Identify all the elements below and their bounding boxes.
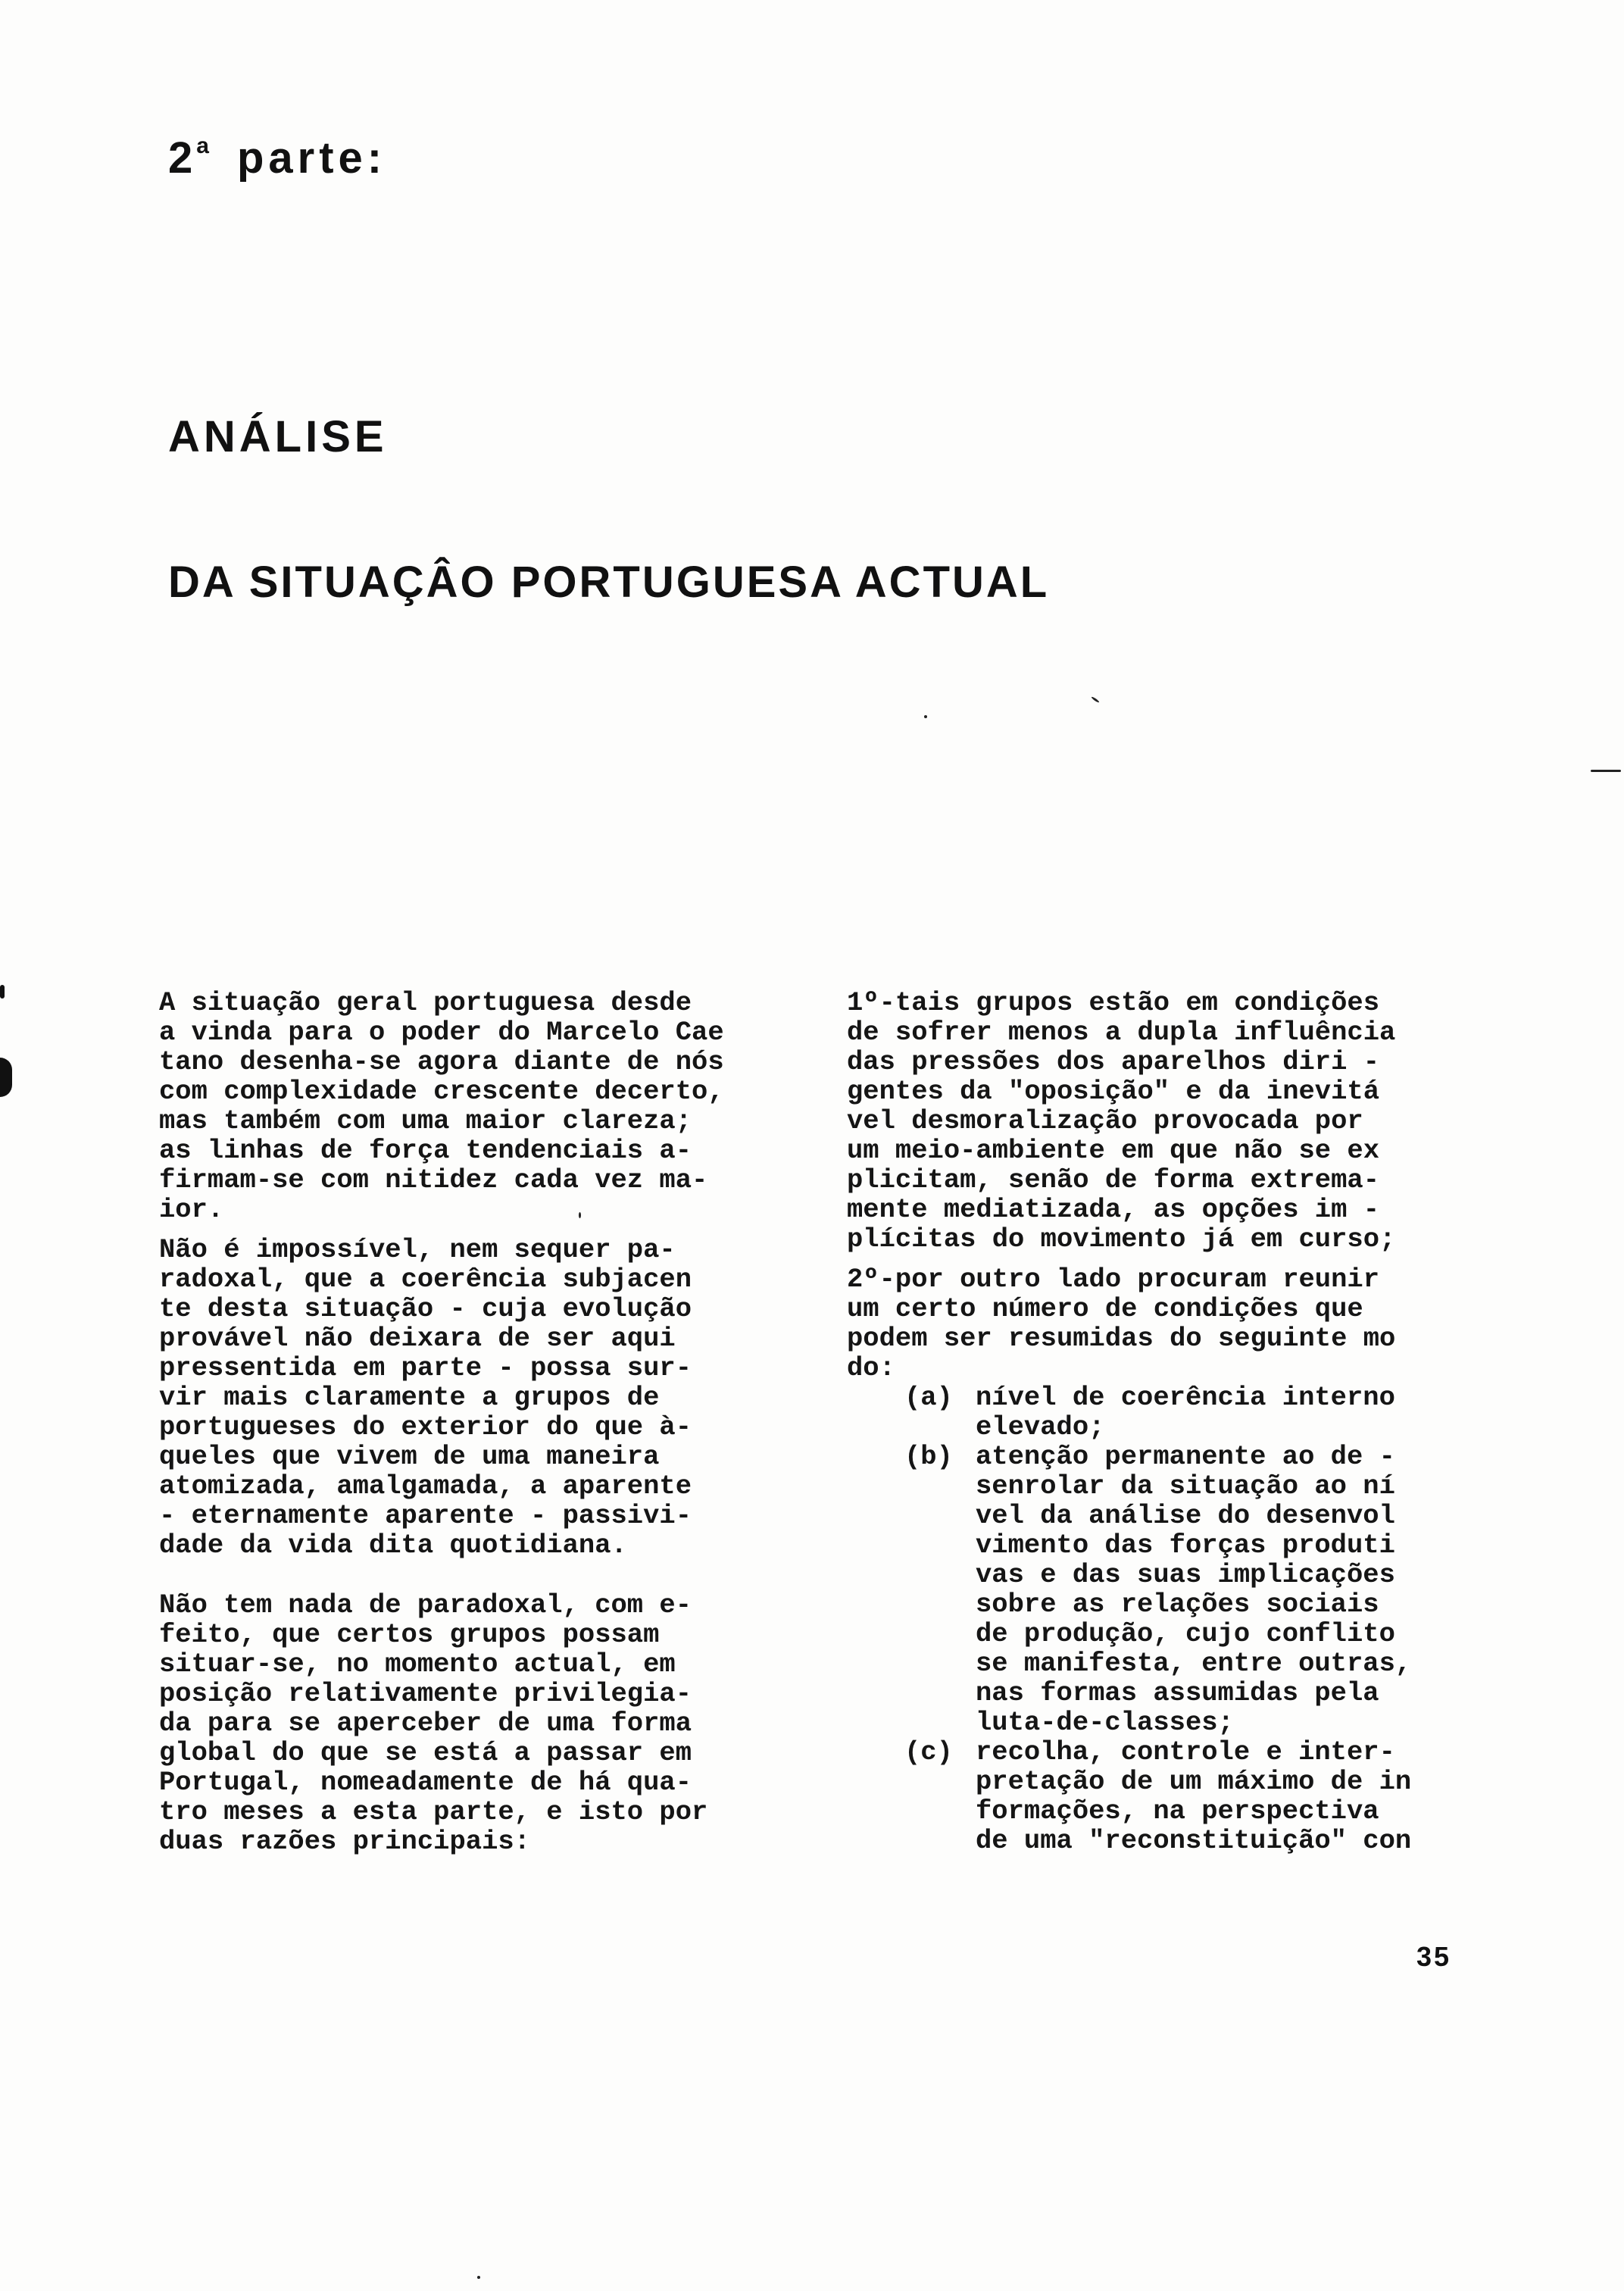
scan-speck xyxy=(924,715,927,718)
text-line: situar-se, no momento actual, em xyxy=(159,1649,676,1680)
text-line: vir mais claramente a grupos de xyxy=(159,1382,660,1413)
part-superscript: a xyxy=(196,133,211,158)
text-line: elevado; xyxy=(976,1411,1105,1442)
text-line: do: xyxy=(847,1352,895,1383)
right-column xyxy=(847,988,1476,1855)
scan-speck xyxy=(1591,770,1621,772)
text-line: posição relativamente privilegia- xyxy=(159,1678,692,1709)
text-line: dade da vida dita quotidiana. xyxy=(159,1530,627,1561)
text-line: senrolar da situação ao ní xyxy=(976,1471,1395,1502)
text-line: - eternamente aparente - passivi- xyxy=(159,1500,692,1531)
text-line: vel da análise do desenvol xyxy=(976,1500,1395,1531)
page-number: 35 xyxy=(1416,1941,1452,1972)
text-line: tano desenha-se agora diante de nós xyxy=(159,1046,724,1077)
text-line: gentes da "oposição" e da inevitá xyxy=(847,1076,1380,1107)
text-line: ior. xyxy=(159,1194,224,1225)
text-line: global do que se está a passar em xyxy=(159,1737,692,1768)
text-line: atenção permanente ao de - xyxy=(976,1441,1395,1472)
text-line: das pressões dos aparelhos diri - xyxy=(847,1046,1380,1077)
text-line: feito, que certos grupos possam xyxy=(159,1619,660,1650)
left-paragraph-3 xyxy=(159,1590,773,1856)
text-line: portugueses do exterior do que à- xyxy=(159,1411,692,1442)
left-column xyxy=(159,988,773,1867)
text-line: plicitam, senão de forma extrema- xyxy=(847,1164,1380,1196)
scan-speck xyxy=(579,1212,581,1218)
text-line: Não tem nada de paradoxal, com e- xyxy=(159,1589,692,1621)
text-line: a vinda para o poder do Marcelo Cae xyxy=(159,1017,724,1048)
scan-speck xyxy=(477,2276,480,2279)
title-line-2: DA SITUAÇÂO PORTUGUESA ACTUAL xyxy=(168,558,1050,607)
text-line: da para se aperceber de uma forma xyxy=(159,1708,692,1739)
text-line: de produção, cujo conflito xyxy=(976,1618,1395,1649)
text-line: um meio-ambiente em que não se ex xyxy=(847,1135,1380,1166)
text-line: sobre as relações sociais xyxy=(976,1589,1379,1620)
text-line: pretação de um máximo de in xyxy=(976,1766,1412,1797)
text-line: recolha, controle e inter- xyxy=(976,1736,1395,1767)
text-line: Não é impossível, nem sequer pa- xyxy=(159,1234,676,1265)
right-paragraph-1 xyxy=(847,988,1476,1254)
part-label: parte: xyxy=(236,133,387,183)
text-line: podem ser resumidas do seguinte mo xyxy=(847,1323,1396,1354)
text-line: formações, na perspectiva xyxy=(976,1796,1379,1827)
scan-speck xyxy=(1091,696,1100,703)
text-line: vel desmoralização provocada por xyxy=(847,1105,1363,1136)
text-line: nas formas assumidas pela xyxy=(976,1677,1379,1708)
text-line: Portugal, nomeadamente de há qua- xyxy=(159,1767,692,1798)
text-line: radoxal, que a coerência subjacen xyxy=(159,1264,692,1295)
text-line: vas e das suas implicações xyxy=(976,1559,1395,1590)
part-heading xyxy=(168,133,387,183)
text-line: com complexidade crescente decerto, xyxy=(159,1076,724,1107)
text-line: A situação geral portuguesa desde xyxy=(159,987,692,1018)
text-line: mas também com uma maior clareza; xyxy=(159,1105,692,1136)
right-paragraph-2 xyxy=(847,1264,1476,1383)
text-line: um certo número de condições que xyxy=(847,1293,1363,1324)
text-line: de sofrer menos a dupla influência xyxy=(847,1017,1396,1048)
scan-mark xyxy=(0,985,5,999)
text-line: pressentida em parte - possa sur- xyxy=(159,1352,692,1383)
list-marker: (c) xyxy=(904,1736,953,1767)
text-line: luta-de-classes; xyxy=(976,1707,1234,1738)
scan-mark xyxy=(0,1058,12,1097)
text-line: atomizada, amalgamada, a aparente xyxy=(159,1471,692,1502)
text-line: as linhas de força tendenciais a- xyxy=(159,1135,692,1166)
list-item-c xyxy=(847,1737,1476,1855)
text-line: plícitas do movimento já em curso; xyxy=(847,1224,1396,1255)
text-line: queles que vivem de uma maneira xyxy=(159,1441,660,1472)
text-line: nível de coerência interno xyxy=(976,1382,1395,1413)
text-line: 2º-por outro lado procuram reunir xyxy=(847,1264,1380,1295)
left-paragraph-1 xyxy=(159,988,773,1224)
text-line: firmam-se com nitidez cada vez ma- xyxy=(159,1164,708,1196)
text-line: mente mediatizada, as opções im - xyxy=(847,1194,1380,1225)
text-line: se manifesta, entre outras, xyxy=(976,1648,1412,1679)
title-line-1: ANÁLISE xyxy=(168,412,388,461)
part-number: 2 xyxy=(168,133,195,183)
text-line: de uma "reconstituição" con xyxy=(976,1825,1412,1856)
list-marker: (a) xyxy=(904,1382,953,1413)
list-marker: (b) xyxy=(904,1441,953,1472)
left-paragraph-2 xyxy=(159,1235,773,1560)
list-item-a xyxy=(847,1383,1476,1442)
text-line: duas razões principais: xyxy=(159,1826,530,1857)
text-line: tro meses a esta parte, e isto por xyxy=(159,1796,708,1827)
text-line: te desta situação - cuja evolução xyxy=(159,1293,692,1324)
text-line: provável não deixara de ser aqui xyxy=(159,1323,676,1354)
text-line: vimento das forças produti xyxy=(976,1530,1395,1561)
text-line: 1º-tais grupos estão em condições xyxy=(847,987,1380,1018)
list-item-b xyxy=(847,1442,1476,1737)
